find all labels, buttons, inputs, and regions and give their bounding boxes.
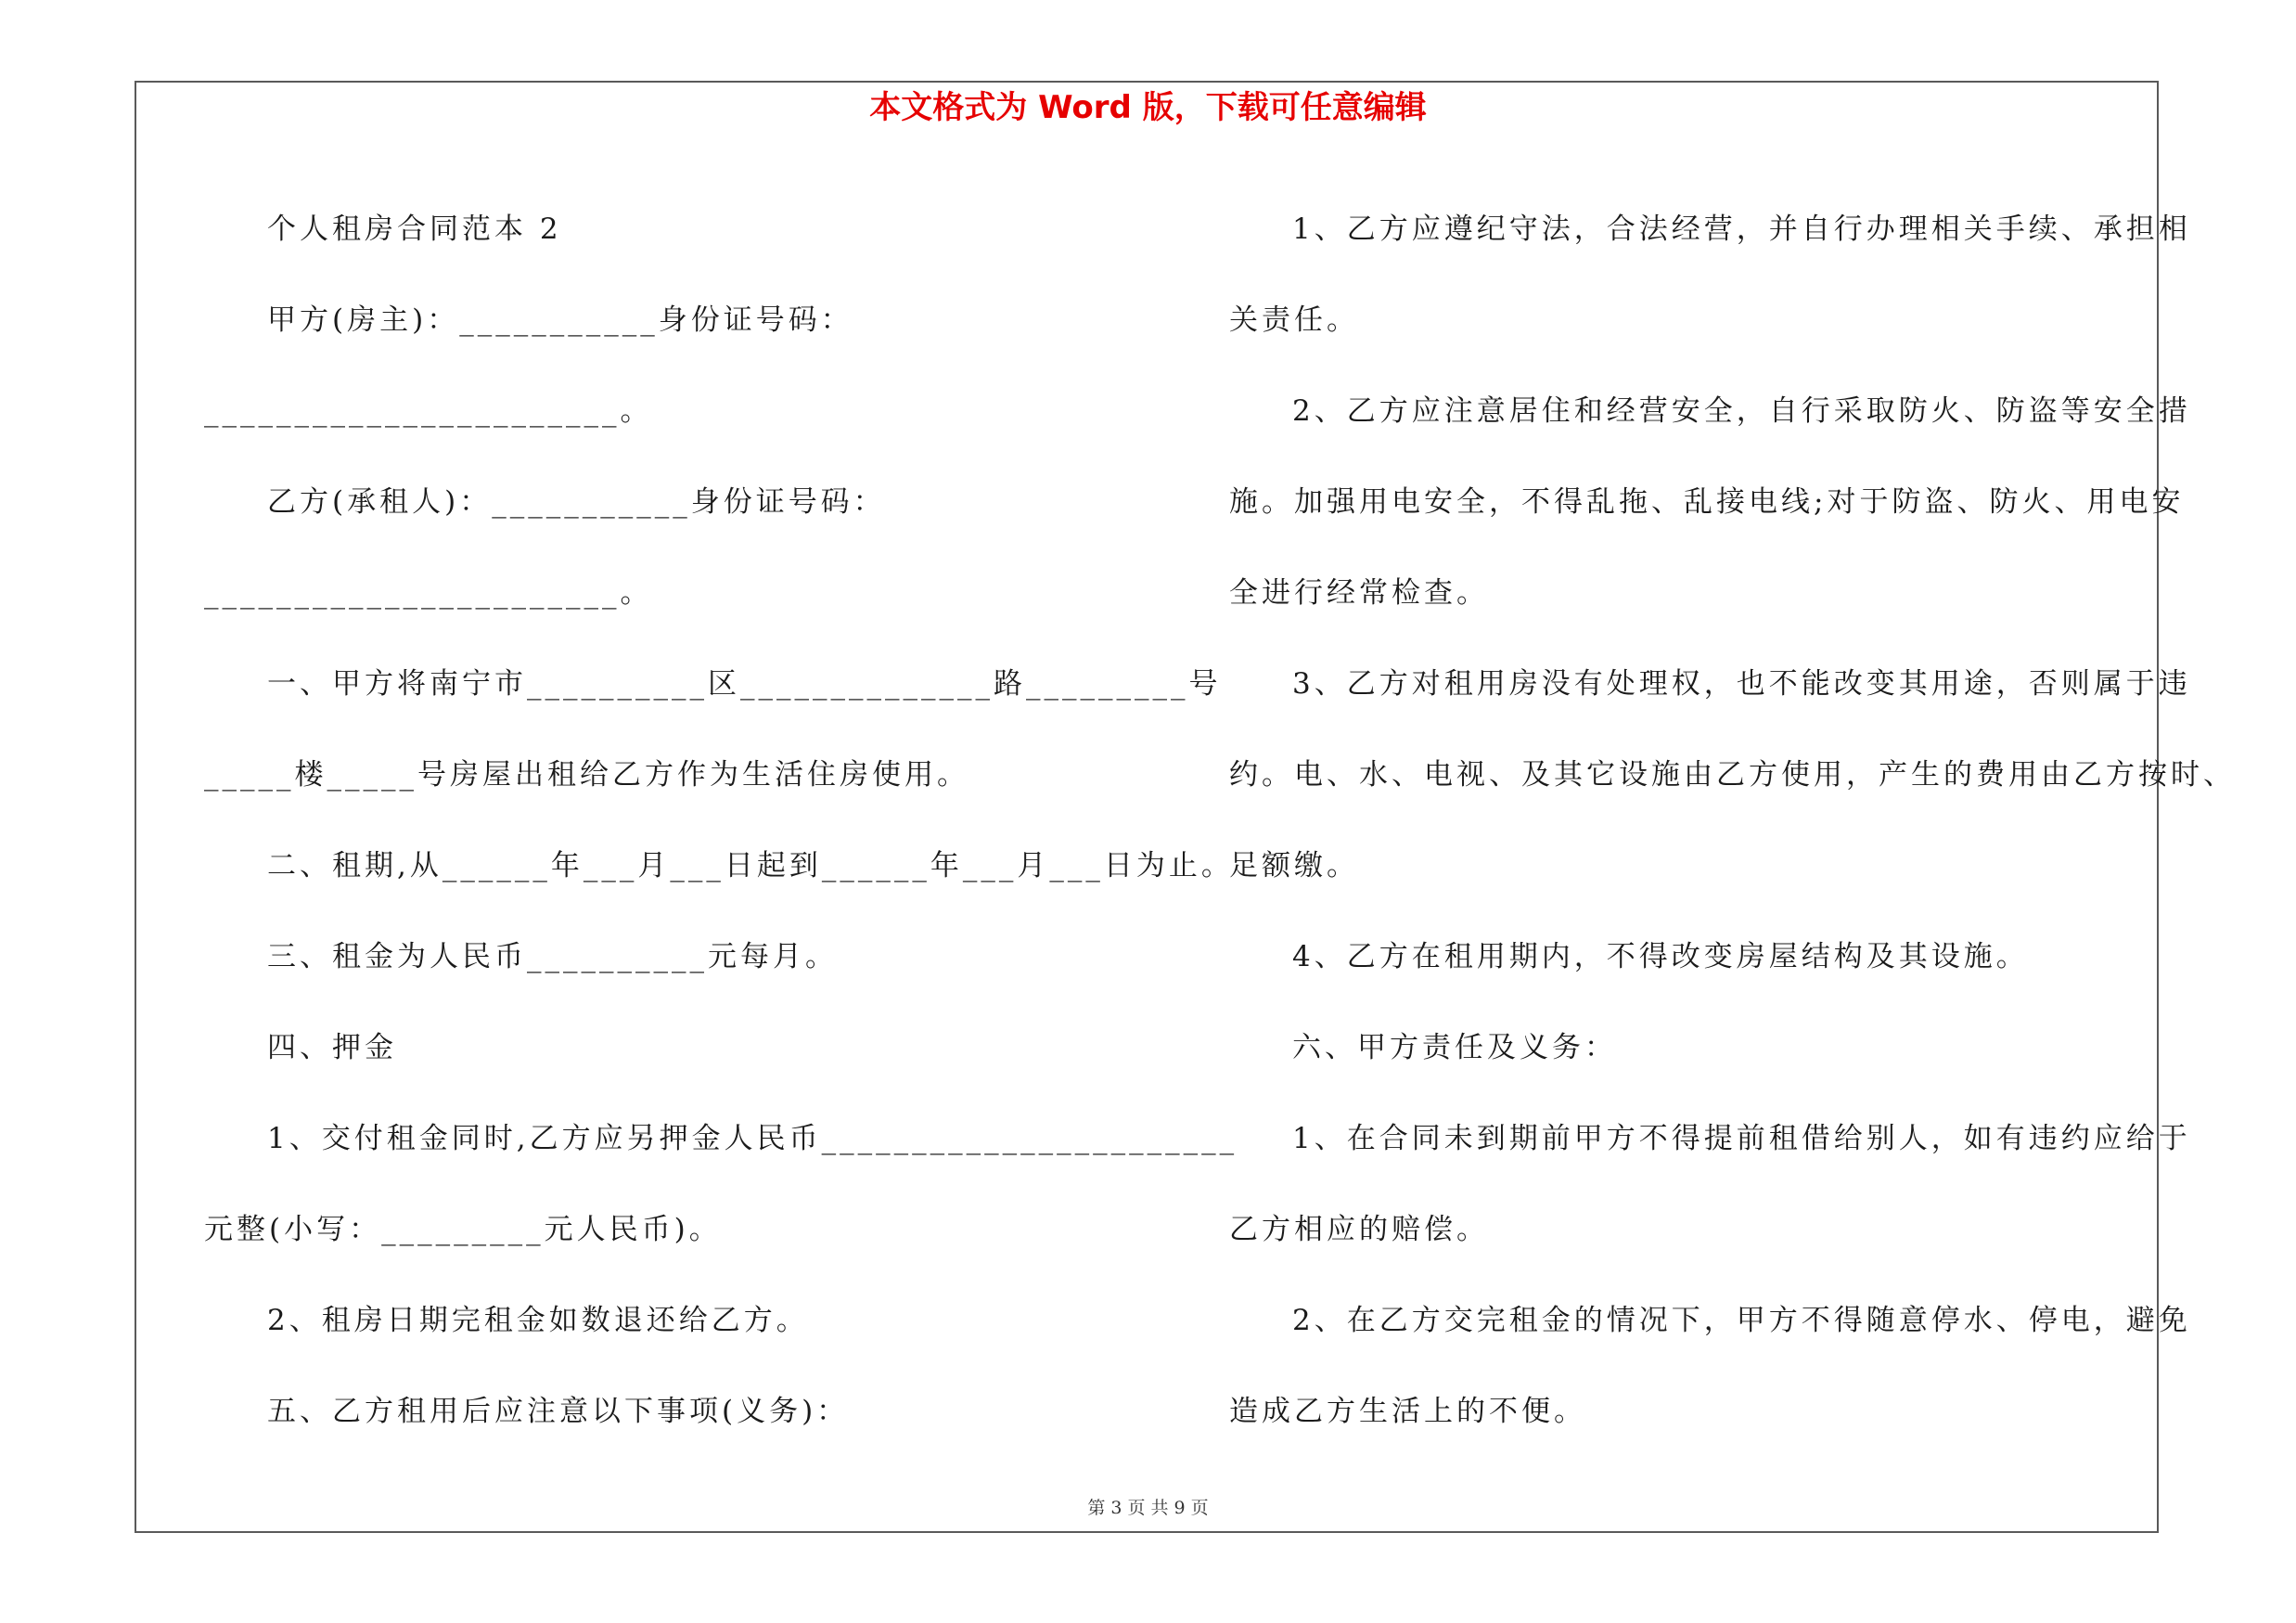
left-column <box>204 184 1238 1457</box>
page-number: 第 3 页 共 9 页 <box>1087 1498 1209 1518</box>
clause-5-item-3: 3、乙方对租用房没有处理权，也不能改变其用途，否则属于违 <box>1292 667 2191 701</box>
clause-6-heading: 六、甲方责任及义务： <box>1292 1031 1617 1064</box>
clause-4-item-2: 2、租房日期完租金如数退还给乙方。 <box>267 1304 809 1337</box>
clause-5-item-2: 2、乙方应注意居住和经营安全，自行采取防火、防盗等安全措 <box>1292 394 2191 428</box>
clause-6-item-1-continued: 乙方相应的赔偿。 <box>1229 1213 1489 1246</box>
clause-3-rent: 三、租金为人民币__________元每月。 <box>267 940 838 973</box>
header-banner: 本文格式为 Word 版，下载可任意编辑 <box>869 89 1427 126</box>
clause-1-property: 一、甲方将南宁市__________区______________路_________号 <box>267 667 1222 701</box>
clause-5-item-3-continued: 约。电、水、电视、及其它设施由乙方使用，产生的费用由乙方按时、 <box>1229 758 2236 792</box>
clause-5-item-2-continued: 施。加强用电安全，不得乱拖、乱接电线;对于防盗、防火、用电安 <box>1229 485 2185 519</box>
clause-5-item-1: 1、乙方应遵纪守法，合法经营，并自行办理相关手续、承担相 <box>1292 213 2191 246</box>
party-b-line: 乙方(承租人)：___________身份证号码： <box>267 485 886 519</box>
clause-4-heading: 四、押金 <box>267 1031 397 1064</box>
clause-1-continued: _____楼_____号房屋出租给乙方作为生活住房使用。 <box>204 758 969 792</box>
clause-5-item-3-end: 足额缴。 <box>1229 849 1359 882</box>
right-column <box>1229 184 2236 1457</box>
party-b-id-blank: _______________________。 <box>204 576 653 610</box>
clause-6-item-2: 2、在乙方交完租金的情况下，甲方不得随意停水、停电，避免 <box>1292 1304 2191 1337</box>
clause-5-item-1-continued: 关责任。 <box>1229 303 1359 337</box>
party-a-id-blank: _______________________。 <box>204 394 653 428</box>
clause-5-item-4: 4、乙方在租用期内，不得改变房屋结构及其设施。 <box>1292 940 2029 973</box>
clause-5-heading: 五、乙方租用后应注意以下事项(义务)： <box>267 1395 850 1428</box>
clause-6-item-2-continued: 造成乙方生活上的不便。 <box>1229 1395 1586 1428</box>
clause-4-item-1: 1、交付租金同时,乙方应另押金人民币_______________________ <box>267 1122 1238 1155</box>
clause-4-item-1-continued: 元整(小写：_________元人民币)。 <box>204 1213 722 1246</box>
party-a-line: 甲方(房主)：___________身份证号码： <box>267 303 853 337</box>
clause-6-item-1: 1、在合同未到期前甲方不得提前租借给别人，如有违约应给于 <box>1292 1122 2191 1155</box>
clause-2-term: 二、租期,从______年___月___日起到______年___月___日为止。 <box>267 849 1234 882</box>
clause-5-item-2-end: 全进行经常检查。 <box>1229 576 1489 610</box>
doc-title: 个人租房合同范本 2 <box>267 213 562 246</box>
